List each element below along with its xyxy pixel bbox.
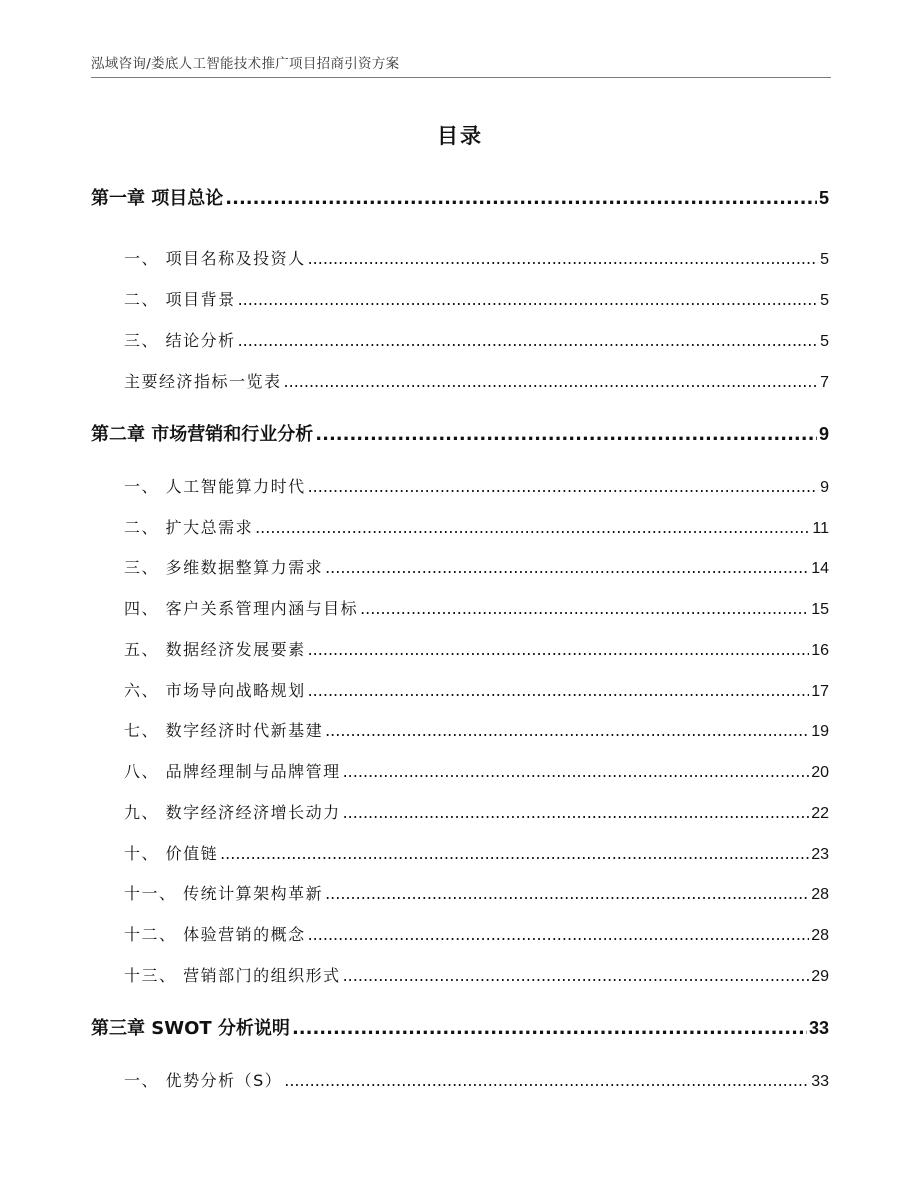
dot-leader xyxy=(220,844,809,863)
toc-entry-section[interactable] xyxy=(124,246,829,269)
toc-entry-page: 22 xyxy=(811,805,829,822)
toc-entry-page: 19 xyxy=(811,723,829,740)
toc-entry-label: 六、 市场导向战略规划 xyxy=(124,681,306,700)
dot-leader xyxy=(225,188,817,209)
dot-leader xyxy=(238,290,819,309)
toc-entry-page: 15 xyxy=(811,601,829,618)
toc-entry-page: 11 xyxy=(812,520,829,537)
dot-leader xyxy=(284,1071,809,1090)
toc-entry-page: 20 xyxy=(811,764,829,781)
toc-entry-page: 5 xyxy=(820,333,829,350)
toc-entry-section[interactable] xyxy=(124,474,829,497)
toc-entry-label: 三、 结论分析 xyxy=(124,331,236,350)
toc-title: 目录 xyxy=(437,124,483,148)
dot-leader xyxy=(315,424,817,445)
toc-entry-section[interactable] xyxy=(124,515,829,538)
dot-leader xyxy=(255,518,810,537)
toc-entry-label: 二、 扩大总需求 xyxy=(124,518,254,537)
dot-leader xyxy=(343,803,810,822)
toc-entry-label: 十、 价值链 xyxy=(124,844,219,863)
toc-entry-section[interactable] xyxy=(124,328,829,351)
toc-entry-page: 28 xyxy=(811,927,829,944)
toc-entry-page: 33 xyxy=(811,1073,829,1090)
toc-entry-section[interactable] xyxy=(124,963,829,986)
toc-entry-label: 第三章 SWOT 分析说明 xyxy=(91,1018,290,1039)
toc-entry-page: 9 xyxy=(820,479,829,496)
dot-leader xyxy=(238,331,819,350)
toc-entry-page: 7 xyxy=(820,374,829,391)
toc-entry-label: 九、 数字经济经济增长动力 xyxy=(124,803,341,822)
toc-entry-label: 十三、 营销部门的组织形式 xyxy=(124,966,341,985)
dot-leader xyxy=(308,640,810,659)
toc-entry-label: 一、 优势分析（S） xyxy=(124,1071,283,1090)
dot-leader xyxy=(343,966,810,985)
dot-leader xyxy=(325,558,809,577)
toc-entry-section[interactable] xyxy=(124,800,829,823)
toc-entry-label: 第一章 项目总论 xyxy=(91,188,224,209)
dot-leader xyxy=(360,599,809,618)
toc-entry-chapter[interactable] xyxy=(91,1014,829,1040)
toc-entry-label: 十一、 传统计算架构革新 xyxy=(124,884,324,903)
toc-entry-section[interactable] xyxy=(124,1068,829,1091)
toc-entry-chapter[interactable] xyxy=(91,420,829,446)
dot-leader xyxy=(343,762,810,781)
dot-leader xyxy=(325,884,809,903)
toc-entry-page: 5 xyxy=(818,188,829,208)
toc-entry-section[interactable] xyxy=(124,841,829,864)
toc-entry-section[interactable] xyxy=(124,881,829,904)
toc-entry-label: 主要经济指标一览表 xyxy=(124,372,282,391)
toc-entry-label: 二、 项目背景 xyxy=(124,290,236,309)
toc-entry-label: 第二章 市场营销和行业分析 xyxy=(91,424,314,445)
toc-entry-section[interactable] xyxy=(124,369,829,392)
dot-leader xyxy=(308,249,819,268)
toc-entry-section[interactable] xyxy=(124,759,829,782)
toc-entry-label: 一、 项目名称及投资人 xyxy=(124,249,306,268)
toc-entry-chapter[interactable] xyxy=(91,184,829,210)
toc-entry-section[interactable] xyxy=(124,555,829,578)
toc-entry-section[interactable] xyxy=(124,678,829,701)
toc-entry-label: 七、 数字经济时代新基建 xyxy=(124,721,324,740)
toc-entry-section[interactable] xyxy=(124,287,829,310)
toc-entry-label: 八、 品牌经理制与品牌管理 xyxy=(124,762,341,781)
toc-entry-section[interactable] xyxy=(124,596,829,619)
toc-entry-page: 17 xyxy=(811,683,829,700)
toc-entry-page: 23 xyxy=(811,846,829,863)
dot-leader xyxy=(308,681,810,700)
toc-entry-section[interactable] xyxy=(124,922,829,945)
dot-leader xyxy=(308,925,810,944)
toc-entry-label: 一、 人工智能算力时代 xyxy=(124,477,306,496)
toc-entry-page: 28 xyxy=(811,886,829,903)
toc-entry-page: 33 xyxy=(808,1018,829,1038)
toc-entry-label: 十二、 体验营销的概念 xyxy=(124,925,306,944)
toc-entry-section[interactable] xyxy=(124,718,829,741)
toc-entry-page: 5 xyxy=(820,251,829,268)
toc-entry-page: 14 xyxy=(811,560,829,577)
toc-entry-page: 5 xyxy=(820,292,829,309)
dot-leader xyxy=(292,1018,807,1039)
toc-entry-page: 16 xyxy=(811,642,829,659)
toc-entry-label: 五、 数据经济发展要素 xyxy=(124,640,306,659)
toc-entry-page: 9 xyxy=(818,424,829,444)
dot-leader xyxy=(308,477,819,496)
toc-entry-label: 三、 多维数据整算力需求 xyxy=(124,558,324,577)
toc-entry-page: 29 xyxy=(811,968,829,985)
dot-leader xyxy=(325,721,809,740)
dot-leader xyxy=(284,372,819,391)
toc-entry-section[interactable] xyxy=(124,637,829,660)
running-header: 泓域咨询/娄底人工智能技术推广项目招商引资方案 xyxy=(91,56,400,72)
toc-entry-label: 四、 客户关系管理内涵与目标 xyxy=(124,599,359,618)
